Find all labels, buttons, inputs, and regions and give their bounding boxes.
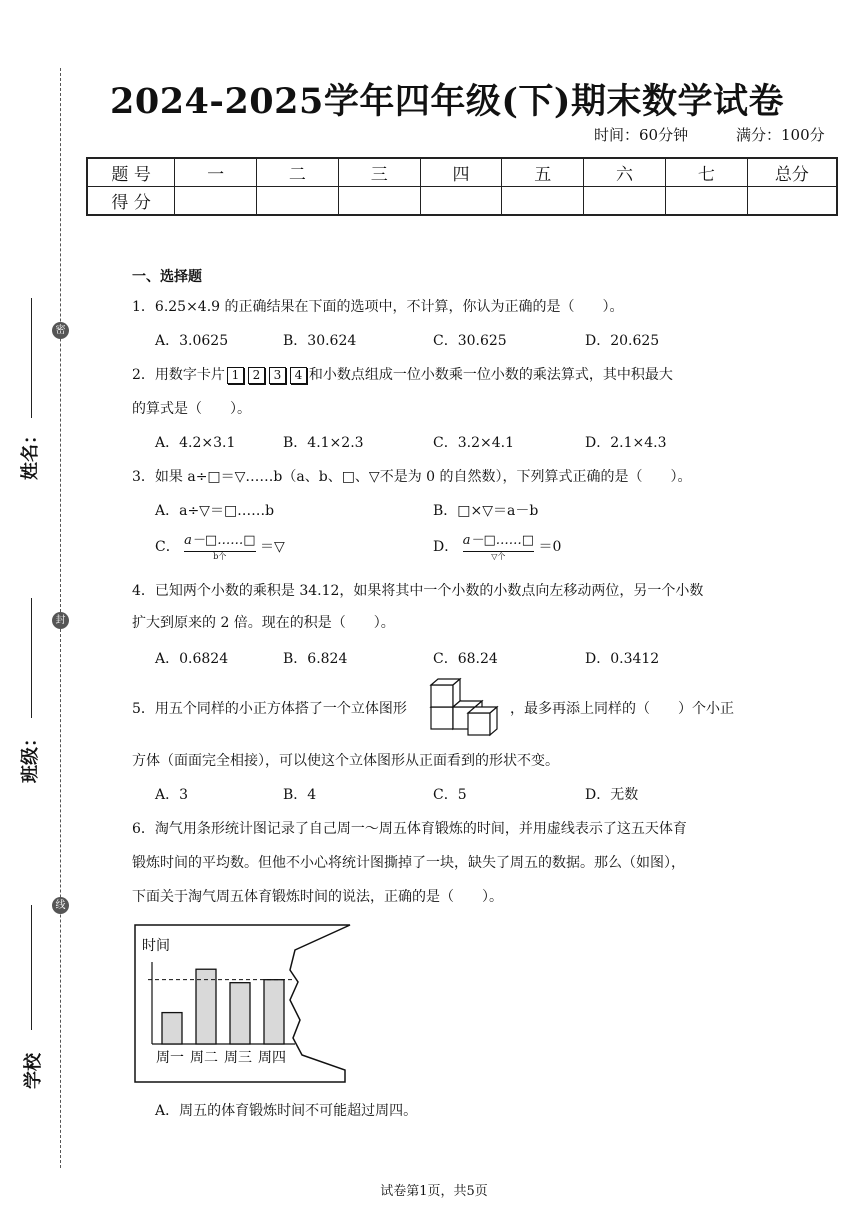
score-header-cell: 一 (175, 158, 257, 187)
name-label: 姓名： (20, 426, 41, 480)
chart-x-tick-label: 周三 (224, 1050, 252, 1066)
q6-line3: 下面关于淘气周五体育锻炼时间的说法，正确的是（ ）。 (132, 889, 503, 905)
q5-option-c[interactable]: C．5 (433, 787, 467, 803)
score-cell[interactable] (175, 187, 257, 216)
q3-d-expression (463, 532, 534, 561)
school-fill-line (31, 905, 32, 1030)
q6-option-a[interactable]: A．周五的体育锻炼时间不可能超过周四。 (155, 1103, 418, 1119)
score-cell[interactable] (257, 187, 339, 216)
q4-stem-line2: 扩大到原来的 2 倍。现在的积是（ ）。 (132, 615, 395, 631)
score-header-cell: 七 (665, 158, 747, 187)
q2-stem-line2: 的算式是（ ）。 (132, 401, 251, 417)
seal-xian: 线 (52, 897, 69, 914)
score-table-score-row (87, 187, 837, 216)
school-label: 学校 (23, 1053, 44, 1089)
page-footer: 试卷第1页，共5页 (380, 1184, 488, 1199)
score-header-cell: 二 (257, 158, 339, 187)
score-header-cell: 三 (338, 158, 420, 187)
q1-option-b[interactable]: B．30.624 (283, 333, 357, 349)
digit-card-4: 4 (290, 367, 307, 384)
q3-d-under: ▽个 (491, 552, 506, 561)
chart-bar (230, 983, 250, 1044)
exam-title: 2024-2025学年四年级(下)期末数学试卷 (110, 81, 784, 122)
q2-stem-post: 和小数点组成一位小数乘一位小数的乘法算式，其中积最大 (308, 367, 673, 383)
q5-option-a[interactable]: A．3 (155, 787, 189, 803)
q1-option-a[interactable]: A．3.0625 (155, 333, 229, 349)
q2-option-d[interactable]: D．2.1×4.3 (585, 435, 667, 451)
q3-stem: 3．如果 a÷□＝▽……b（a、b、□、▽不是为 0 的自然数），下列算式正确的是（ ）。 (132, 469, 692, 485)
q4-option-a[interactable]: A．0.6824 (155, 651, 229, 667)
score-table-header-row (87, 158, 837, 187)
q3-c-under: b个 (213, 552, 227, 561)
q3-c-expr: a－□……□ (184, 532, 255, 552)
q3-option-c[interactable] (155, 533, 285, 561)
chart-bar (264, 980, 284, 1044)
score-row-label: 得 分 (87, 187, 175, 216)
q4-option-d[interactable]: D．0.3412 (585, 651, 660, 667)
section-title: 一、选择题 (132, 269, 202, 285)
cube-figure (428, 677, 508, 737)
q3-d-label: D． (433, 539, 459, 555)
chart-bar (196, 969, 216, 1044)
score-cell[interactable] (420, 187, 502, 216)
score-table (86, 157, 838, 216)
score-header-cell: 总分 (747, 158, 837, 187)
score-header-cell: 题 号 (87, 158, 175, 187)
q2-stem-pre: 2．用数字卡片 (132, 367, 225, 383)
score-header-cell: 五 (502, 158, 584, 187)
q1-stem: 1．6.25×4.9 的正确结果在下面的选项中，不计算，你认为正确的是（ ）。 (132, 299, 624, 315)
q6-line1: 6．淘气用条形统计图记录了自己周一～周五体育锻炼的时间，并用虚线表示了这五天体育 (132, 821, 687, 837)
q3-option-b[interactable]: B．□×▽＝a－b (433, 503, 539, 519)
q3-c-label: C． (155, 539, 180, 555)
score-cell[interactable] (502, 187, 584, 216)
chart-ylabel: 时间 (142, 938, 170, 954)
q5-stem-line2: 方体（面面完全相接），可以使这个立体图形从正面看到的形状不变。 (132, 753, 559, 769)
q3-option-a[interactable]: A．a÷▽＝□……b (155, 503, 275, 519)
q5-stem-pre: 5．用五个同样的小正方体搭了一个立体图形 (132, 701, 407, 717)
q5-option-d[interactable]: D．无数 (585, 787, 639, 803)
score-cell[interactable] (747, 187, 837, 216)
q4-stem: 4．已知两个小数的乘积是 34.12，如果将其中一个小数的小数点向左移动两位，另一个小数 (132, 583, 704, 599)
q6-line2: 锻炼时间的平均数。但他不小心将统计图撕掉了一块，缺失了周五的数据。那么（如图）， (132, 855, 685, 871)
torn-bar-chart (130, 920, 355, 1086)
q1-option-c[interactable]: C．30.625 (433, 333, 507, 349)
q3-d-expr: a－□……□ (463, 532, 534, 552)
chart-bar (162, 1013, 182, 1044)
digit-card-1: 1 (227, 367, 244, 384)
score-cell[interactable] (338, 187, 420, 216)
chart-x-tick-label: 周二 (190, 1050, 218, 1066)
q4-option-b[interactable]: B．6.824 (283, 651, 348, 667)
q2-option-b[interactable]: B．4.1×2.3 (283, 435, 364, 451)
q3-option-d[interactable] (433, 533, 562, 561)
exam-time: 时间：60分钟 (594, 126, 689, 144)
seal-mi: 密 (52, 322, 69, 339)
score-header-cell: 六 (584, 158, 666, 187)
class-label: 班级： (20, 729, 41, 783)
class-fill-line (31, 598, 32, 718)
score-cell[interactable] (584, 187, 666, 216)
q5-option-b[interactable]: B．4 (283, 787, 317, 803)
exam-full-score: 满分：100分 (736, 126, 825, 144)
q3-d-result: ＝0 (538, 539, 562, 555)
name-fill-line (31, 298, 32, 418)
score-cell[interactable] (665, 187, 747, 216)
chart-x-tick-label: 周四 (258, 1050, 286, 1066)
digit-card-3: 3 (269, 367, 286, 384)
chart-x-tick-label: 周一 (156, 1050, 184, 1066)
q2-stem (132, 366, 673, 384)
q4-option-c[interactable]: C．68.24 (433, 651, 498, 667)
q2-option-c[interactable]: C．3.2×4.1 (433, 435, 514, 451)
score-header-cell: 四 (420, 158, 502, 187)
q5-stem-post: ，最多再添上同样的（ ）个小正 (510, 701, 734, 717)
q3-c-expression (184, 532, 255, 561)
q3-c-result: ＝▽ (259, 539, 285, 555)
digit-card-2: 2 (248, 367, 265, 384)
seal-feng: 封 (52, 612, 69, 629)
q1-option-d[interactable]: D．20.625 (585, 333, 660, 349)
q2-option-a[interactable]: A．4.2×3.1 (155, 435, 236, 451)
